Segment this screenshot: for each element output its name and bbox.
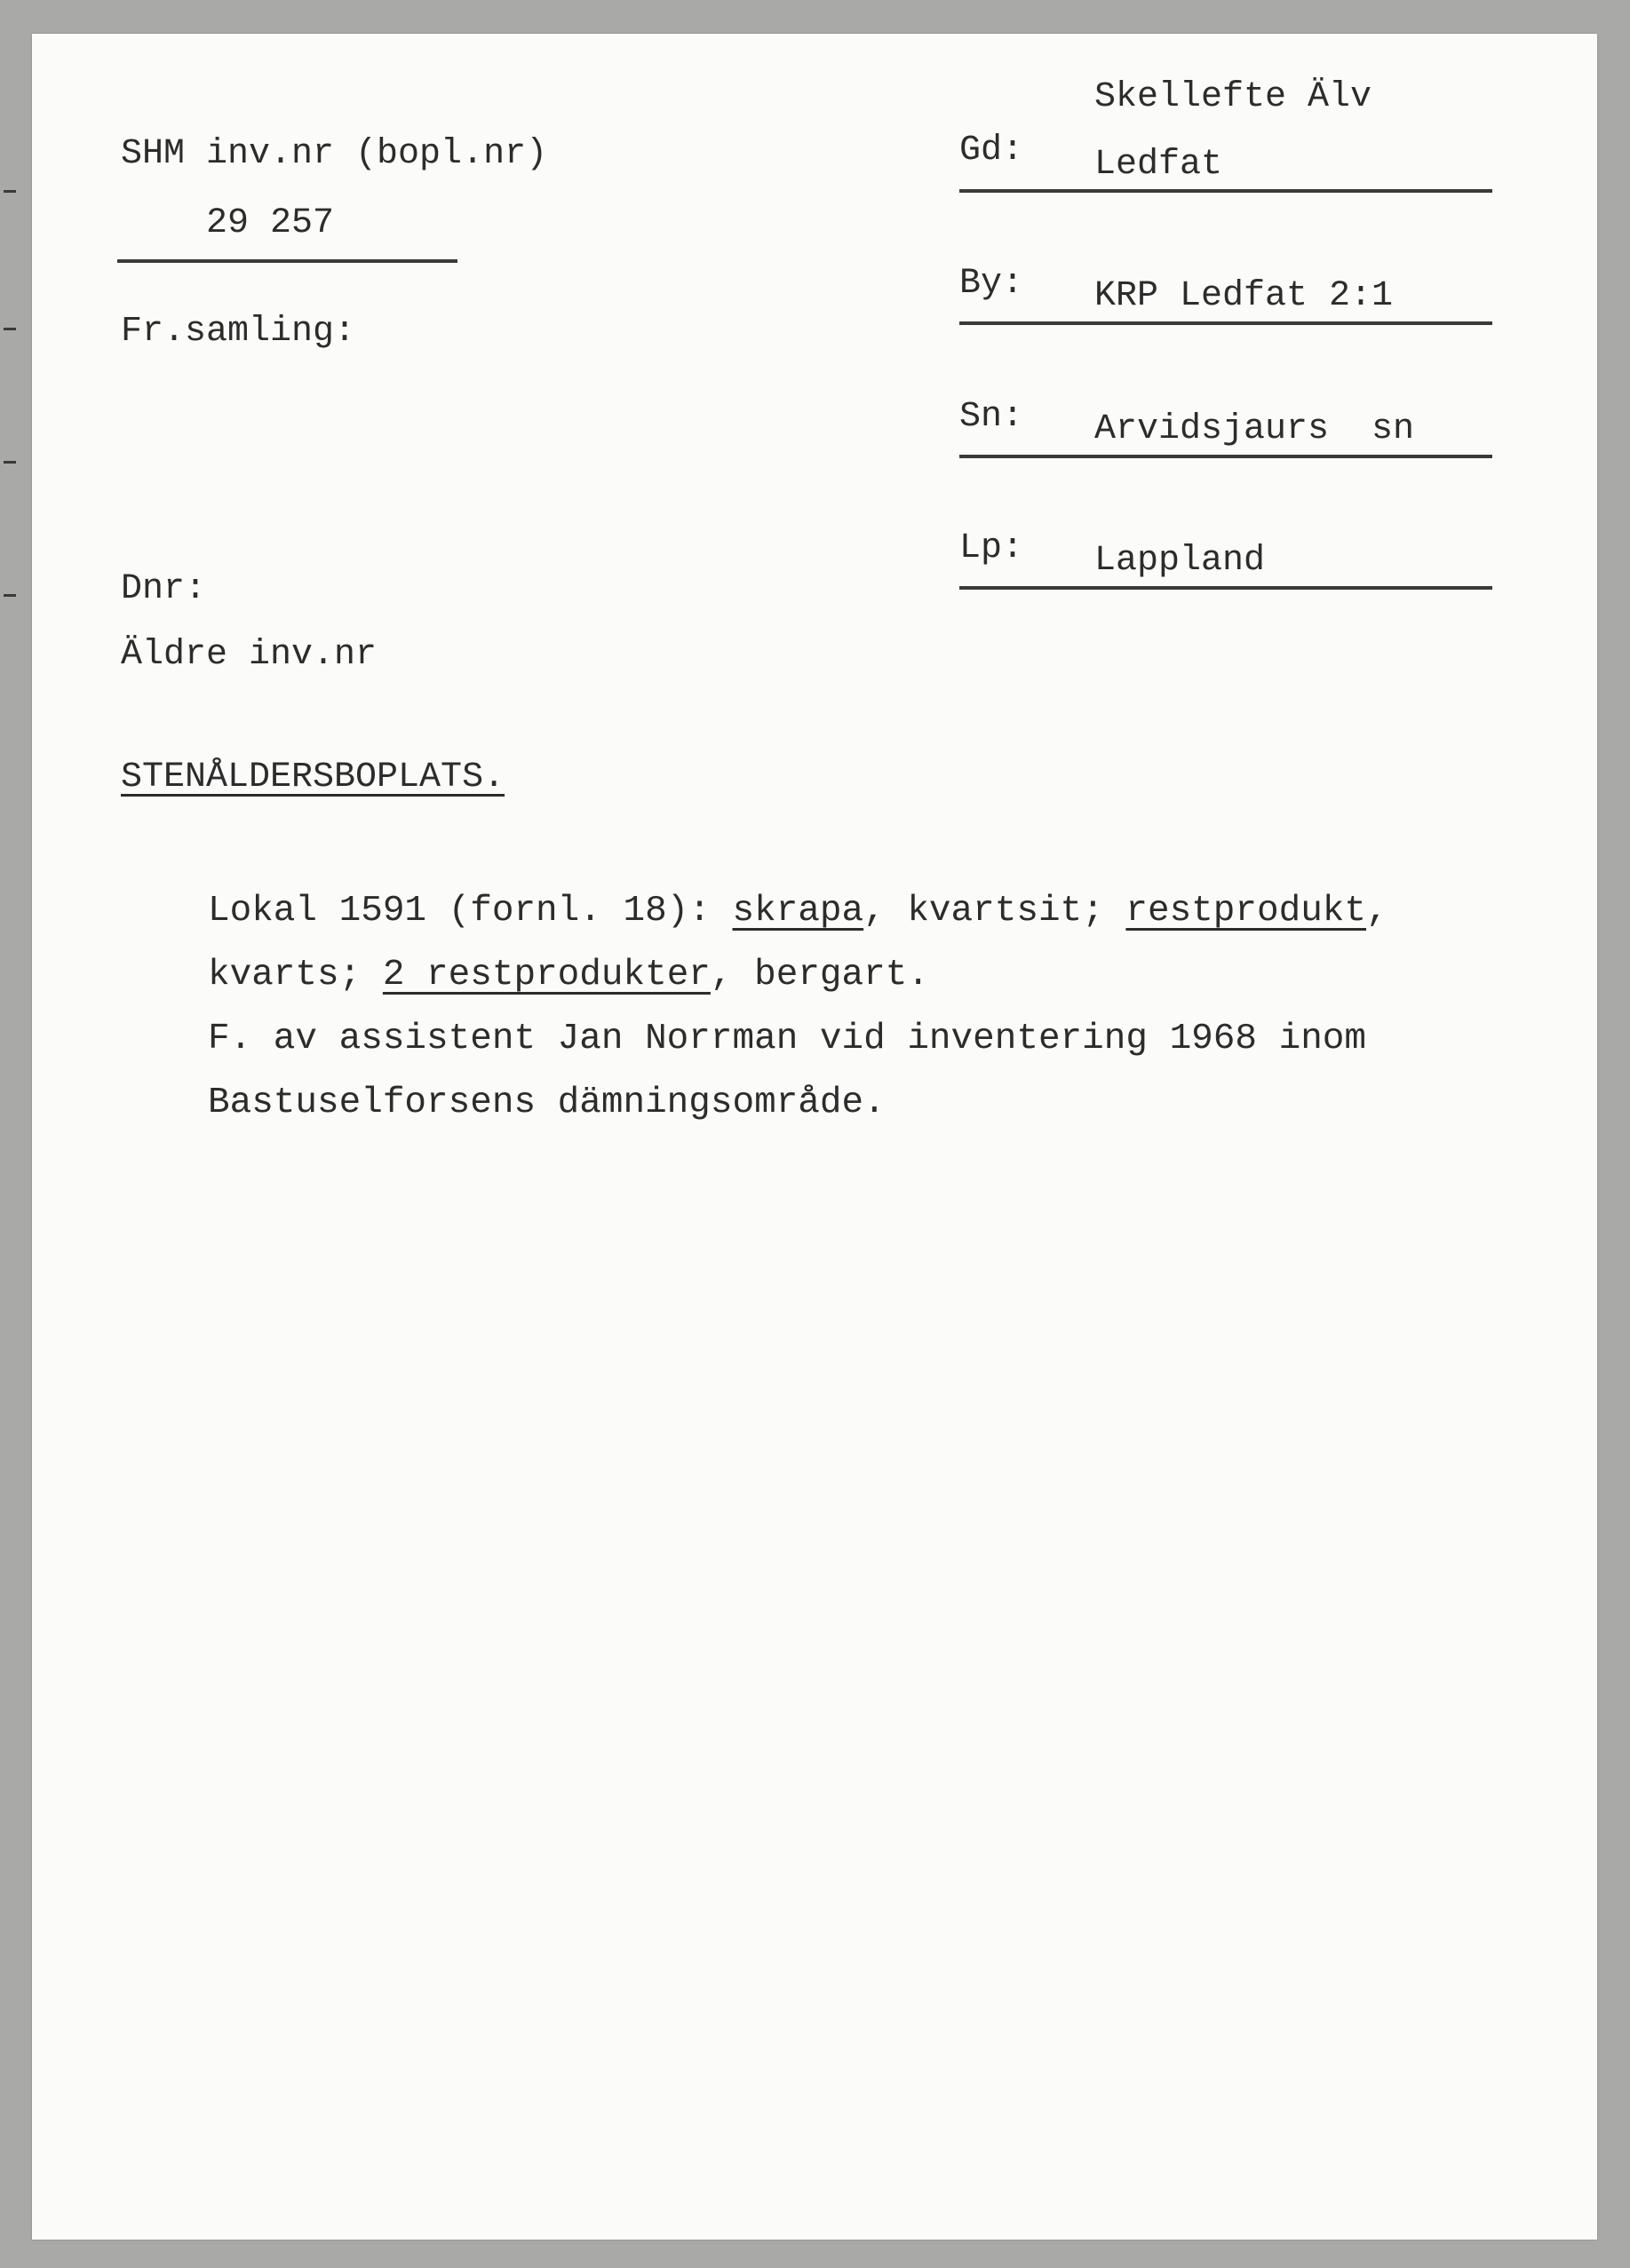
body-text-underlined: skrapa	[732, 891, 864, 932]
punch-mark	[4, 190, 16, 193]
body-line-4: Bastuselforsens dämningsområde.	[208, 1082, 886, 1123]
gd-rule	[959, 189, 1492, 193]
punch-mark	[4, 461, 16, 464]
aldre-inv-label: Äldre inv.nr	[121, 635, 378, 675]
lp-value: Lappland	[1094, 541, 1266, 581]
card-heading: STENÅLDERSBOPLATS.	[121, 757, 505, 797]
inv-label: SHM inv.nr (bopl.nr)	[121, 134, 548, 174]
body-text: ,	[1366, 891, 1388, 932]
punch-mark	[4, 328, 16, 330]
sn-value: Arvidsjaurs sn	[1094, 409, 1415, 449]
fr-samling-label: Fr.samling:	[121, 312, 356, 352]
body-text: , bergart.	[710, 955, 929, 995]
body-text: kvarts;	[208, 955, 383, 995]
lp-rule	[959, 586, 1492, 590]
body-text-underlined: restprodukt	[1125, 891, 1367, 932]
by-rule	[959, 321, 1492, 325]
gd-value: Ledfat	[1094, 145, 1223, 185]
body-text: Lokal 1591 (fornl. 18):	[208, 891, 733, 932]
inv-number: 29 257	[206, 203, 335, 243]
sn-label: Sn:	[959, 397, 1024, 437]
gd-label: Gd:	[959, 131, 1024, 170]
sn-rule	[959, 455, 1492, 458]
punch-mark	[4, 594, 16, 597]
body-text: , kvartsit;	[863, 891, 1126, 932]
dnr-label: Dnr:	[121, 569, 207, 609]
inv-rule	[117, 259, 457, 263]
body-line-3: F. av assistent Jan Norrman vid inventering 1968 inom	[208, 1019, 1367, 1059]
body-line-2	[208, 943, 929, 1007]
archive-card	[32, 34, 1597, 2240]
river-name: Skellefte Älv	[1094, 77, 1372, 117]
body-text-underlined: 2 restprodukter	[382, 955, 711, 995]
lp-label: Lp:	[959, 528, 1024, 568]
body-line-1	[208, 879, 1388, 943]
by-value: KRP Ledfat 2:1	[1094, 276, 1394, 316]
by-label: By:	[959, 264, 1024, 304]
